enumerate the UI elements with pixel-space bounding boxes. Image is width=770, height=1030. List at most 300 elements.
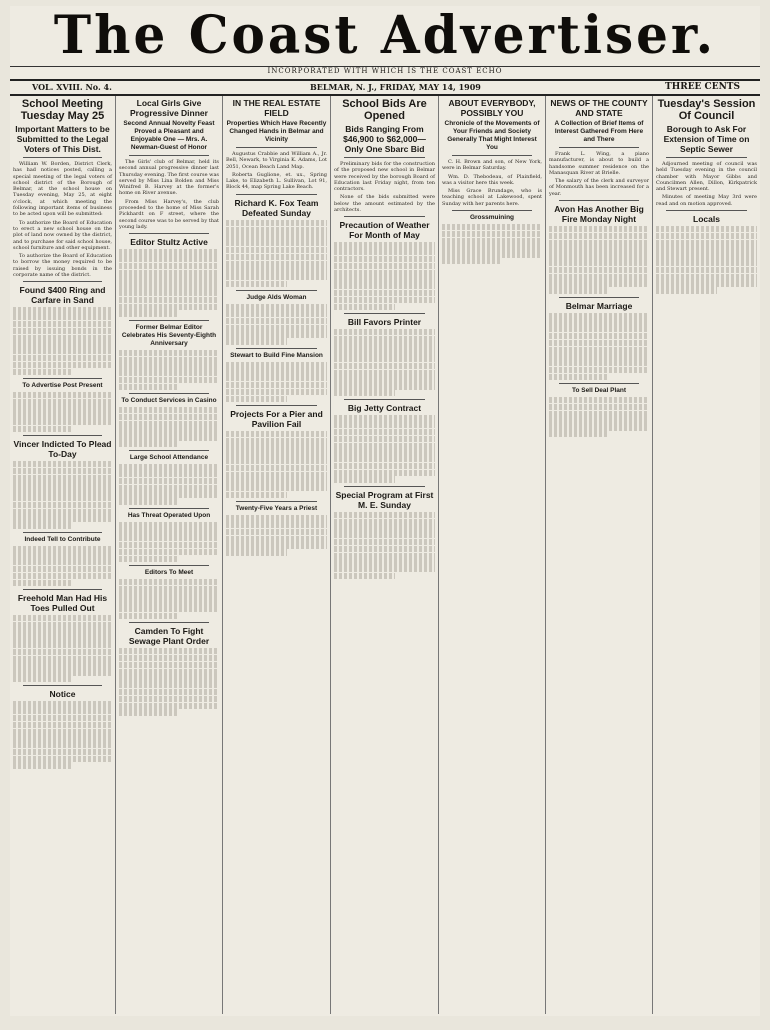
article-headline: Has Threat Operated Upon <box>127 511 211 519</box>
text-line-placeholder <box>334 383 435 389</box>
text-line-placeholder <box>226 254 327 260</box>
text-line-placeholder <box>656 287 717 293</box>
text-line-placeholder <box>226 444 327 450</box>
text-line-placeholder <box>13 314 112 320</box>
text-line-placeholder <box>119 310 179 316</box>
article-paragraph: Minutes of meeting May 3rd were read and on motion approved. <box>656 194 757 207</box>
text-line-placeholder <box>226 368 327 374</box>
text-line-placeholder <box>13 656 112 662</box>
text-line-placeholder <box>13 573 112 579</box>
column-5 <box>439 96 546 1014</box>
article-paragraph: The salary of the clerk and surveyor of Monmouth has been increased for a year. <box>549 178 649 197</box>
text-line-placeholder <box>549 313 649 319</box>
text-line-placeholder <box>334 336 435 342</box>
text-line-placeholder <box>119 556 179 562</box>
article-headline: Stewart to Build Fine Mansion <box>230 351 323 359</box>
article-body-lines <box>119 464 219 504</box>
divider-rule <box>344 486 425 487</box>
text-line-placeholder <box>656 274 757 280</box>
column-3 <box>223 96 331 1014</box>
text-line-placeholder <box>13 701 112 707</box>
article-body-lines <box>226 220 327 287</box>
text-line-placeholder <box>656 226 757 232</box>
divider-rule <box>559 200 639 201</box>
text-line-placeholder <box>549 226 649 232</box>
article-headline: Editor Stultz Active <box>130 237 208 248</box>
article-body-lines <box>549 226 649 293</box>
article-headline: ABOUT EVERYBODY, POSSIBLY YOU <box>448 98 536 118</box>
article-headline: Grossmuining <box>469 214 515 222</box>
divider-rule <box>452 155 532 156</box>
article-headline: Notice <box>49 689 76 700</box>
text-line-placeholder <box>119 441 179 447</box>
text-line-placeholder <box>334 415 435 421</box>
text-line-placeholder <box>119 709 179 715</box>
text-line-placeholder <box>226 267 327 273</box>
text-line-placeholder <box>226 478 327 484</box>
text-line-placeholder <box>119 357 219 363</box>
article-subheadline: Borough to Ask For Extension of Time on Septic Sewer <box>663 124 750 154</box>
text-line-placeholder <box>119 270 219 276</box>
text-line-placeholder <box>226 325 327 331</box>
text-line-placeholder <box>334 429 435 435</box>
divider-rule <box>559 383 639 384</box>
masthead-subline: INCORPORATED WITH WHICH IS THE COAST ECHO <box>10 66 760 79</box>
article-headline: Bill Favors Printer <box>347 316 422 327</box>
text-line-placeholder <box>334 376 435 382</box>
text-line-placeholder <box>334 470 435 476</box>
text-line-placeholder <box>656 240 757 246</box>
text-line-placeholder <box>656 280 757 286</box>
newspaper-page <box>10 6 760 1016</box>
issue-price: THREE CENTS <box>665 82 740 92</box>
text-line-placeholder <box>549 326 649 332</box>
article-body-lines <box>119 407 219 447</box>
divider-rule <box>344 157 425 158</box>
article-subheadline: Chronicle of the Movements of Your Friends and Society Generally That Might Interest You <box>444 120 540 151</box>
text-line-placeholder <box>13 321 112 327</box>
text-line-placeholder <box>549 411 649 417</box>
text-line-placeholder <box>226 240 327 246</box>
text-line-placeholder <box>13 669 112 675</box>
text-line-placeholder <box>13 642 112 648</box>
article-paragraph: Preliminary bids for the construction of the proposed new school in Belmar were received by the borough Board of Education last Friday night, from ten contractors. <box>334 161 435 193</box>
text-line-placeholder <box>549 417 649 423</box>
text-line-placeholder <box>119 669 219 675</box>
text-line-placeholder <box>226 338 287 344</box>
text-line-placeholder <box>13 362 112 368</box>
article-headline: Tuesday's Session Of Council <box>657 98 756 122</box>
text-line-placeholder <box>13 552 112 558</box>
text-line-placeholder <box>119 662 219 668</box>
divider-rule <box>129 508 209 509</box>
text-line-placeholder <box>13 662 112 668</box>
article-body-lines <box>13 615 112 682</box>
text-line-placeholder <box>549 253 649 259</box>
text-line-placeholder <box>226 458 327 464</box>
text-line-placeholder <box>13 328 112 334</box>
text-line-placeholder <box>13 649 112 655</box>
article-body <box>549 151 649 197</box>
text-line-placeholder <box>334 559 435 565</box>
article-body <box>13 161 112 278</box>
text-line-placeholder <box>549 287 609 293</box>
text-line-placeholder <box>656 260 757 266</box>
text-line-placeholder <box>119 549 219 555</box>
text-line-placeholder <box>13 676 72 682</box>
article-body-lines <box>13 461 112 528</box>
newspaper-title: The Coast Advertiser. <box>53 6 717 66</box>
article-headline: Precaution of Weather For Month of May <box>339 220 430 241</box>
text-line-placeholder <box>226 472 327 478</box>
divider-rule <box>236 348 317 349</box>
text-line-placeholder <box>334 449 435 455</box>
article-headline: Avon Has Another Big Fire Monday Night <box>554 204 644 225</box>
text-line-placeholder <box>656 253 757 259</box>
article-headline: Freehold Man Had His Toes Pulled Out <box>17 592 108 613</box>
text-line-placeholder <box>119 283 219 289</box>
article-headline: Vincer Indicted To Plead To-Day <box>13 439 112 460</box>
text-line-placeholder <box>334 276 435 282</box>
text-line-placeholder <box>549 347 649 353</box>
text-line-placeholder <box>119 592 219 598</box>
divider-rule <box>236 405 317 406</box>
divider-rule <box>23 589 102 590</box>
text-line-placeholder <box>119 370 219 376</box>
text-line-placeholder <box>13 566 112 572</box>
text-line-placeholder <box>13 369 72 375</box>
article-paragraph: Augustus Crabbie and William A., Jr. Bell, Newark, to Virginia K. Adams, Lot 2051, Ocean Beach Land Map. <box>226 151 327 170</box>
text-line-placeholder <box>13 488 112 494</box>
text-line-placeholder <box>334 283 435 289</box>
text-line-placeholder <box>226 438 327 444</box>
article-body-lines <box>334 512 435 579</box>
article-subheadline: Bids Ranging From $46,900 to $62,000—Only One Sbarc Bid <box>343 124 426 154</box>
text-line-placeholder <box>226 515 327 521</box>
article-headline: To Advertise Post Present <box>22 381 103 389</box>
text-line-placeholder <box>334 519 435 525</box>
article-body <box>656 161 757 207</box>
text-line-placeholder <box>119 535 219 541</box>
text-line-placeholder <box>549 431 609 437</box>
text-line-placeholder <box>13 335 112 341</box>
column-1 <box>10 96 116 1014</box>
issue-date: BELMAR, N. J., FRIDAY, MAY 14, 1909 <box>310 82 481 92</box>
text-line-placeholder <box>13 735 112 741</box>
text-line-placeholder <box>119 421 219 427</box>
text-line-placeholder <box>119 606 219 612</box>
article-headline: Projects For a Pier and Pavilion Fail <box>230 408 323 429</box>
text-line-placeholder <box>226 431 327 437</box>
article-paragraph: To authorize the Board of Education to erect a new school house on the plot of land now owned by the district, and to purchase for said school house, school furniture and other equipment. <box>13 219 112 251</box>
text-line-placeholder <box>13 622 112 628</box>
article-headline: Richard K. Fox Team Defeated Sunday <box>234 197 319 218</box>
article-paragraph: None of the bids submitted were below the amount estimated by the architects. <box>334 194 435 214</box>
text-line-placeholder <box>656 233 757 239</box>
text-line-placeholder <box>119 703 219 709</box>
text-line-placeholder <box>119 696 219 702</box>
text-line-placeholder <box>119 485 219 491</box>
text-line-placeholder <box>119 542 219 548</box>
columns-container <box>10 96 760 1014</box>
text-line-placeholder <box>13 715 112 721</box>
text-line-placeholder <box>13 481 112 487</box>
column-6 <box>546 96 653 1014</box>
text-line-placeholder <box>334 363 435 369</box>
article-subheadline: Second Annual Novelty Feast Proved a Pleasant and Enjoyable One — Mrs. A. Newman-Guest of Honor <box>123 120 215 151</box>
article-body-lines <box>13 392 112 432</box>
text-line-placeholder <box>13 635 112 641</box>
text-line-placeholder <box>334 443 435 449</box>
text-line-placeholder <box>13 742 112 748</box>
divider-rule <box>236 147 317 148</box>
article-body-lines <box>549 397 649 437</box>
text-line-placeholder <box>549 360 649 366</box>
article-body <box>226 151 327 191</box>
article-body-lines <box>226 431 327 498</box>
article-headline: Big Jetty Contract <box>347 403 422 414</box>
text-line-placeholder <box>13 615 112 621</box>
text-line-placeholder <box>226 451 327 457</box>
text-line-placeholder <box>226 549 287 555</box>
article-paragraph: Wm. D. Thebodeau, of Plainfield, was a visitor here this week. <box>442 173 542 186</box>
article-headline: NEWS OF THE COUNTY AND STATE <box>550 98 648 118</box>
divider-rule <box>236 194 317 195</box>
text-line-placeholder <box>549 424 649 430</box>
text-line-placeholder <box>226 529 327 535</box>
article-body-lines <box>226 515 327 555</box>
text-line-placeholder <box>334 329 435 335</box>
article-body-lines <box>119 249 219 316</box>
text-line-placeholder <box>13 502 112 508</box>
article-headline: Local Girls Give Progressive Dinner <box>130 98 208 118</box>
article-headline: Large School Attendance <box>129 454 209 462</box>
text-line-placeholder <box>13 495 112 501</box>
article-paragraph: The Girls' club of Belmar, held its second annual progressive dinner last Thursday evening. The first course was served by Miss Lina Bolden and Miss Winifred B. Harvey at the former's home on River avenue. <box>119 159 219 197</box>
text-line-placeholder <box>549 340 649 346</box>
text-line-placeholder <box>334 390 395 396</box>
text-line-placeholder <box>119 682 219 688</box>
article-body-lines <box>334 329 435 396</box>
text-line-placeholder <box>549 260 649 266</box>
text-line-placeholder <box>13 348 112 354</box>
text-line-placeholder <box>119 276 219 282</box>
text-line-placeholder <box>13 399 112 405</box>
text-line-placeholder <box>119 599 219 605</box>
text-line-placeholder <box>119 249 219 255</box>
article-body-lines <box>13 701 112 768</box>
text-line-placeholder <box>334 256 435 262</box>
divider-rule <box>129 155 209 156</box>
text-line-placeholder <box>119 256 219 262</box>
text-line-placeholder <box>334 263 435 269</box>
text-line-placeholder <box>13 412 112 418</box>
text-line-placeholder <box>13 461 112 467</box>
text-line-placeholder <box>119 579 219 585</box>
article-paragraph: C. H. Brown and son, of New York, were in Belmar Saturday. <box>442 159 542 172</box>
article-paragraph: Adjourned meeting of council was held Tuesday evening in the council chamber with Mayor Gibbs and Councilmen Allen, Dillon, Kirkpatrick and Stewart present. <box>656 161 757 193</box>
article-body-lines <box>119 579 219 619</box>
text-line-placeholder <box>334 553 435 559</box>
text-line-placeholder <box>334 290 435 296</box>
article-paragraph: William W. Borden, District Clerk, has had notices posted, calling a special meeting of the legal voters of school district of the Borough of Belmar, at the school house on Tuesday evening, May 25, at eight o'clock, at which meeting the following important items of business to be acted upon will be submitted: <box>13 161 112 218</box>
article-headline: To Sell Deal Plant <box>571 387 627 395</box>
article-headline: Judge Alds Woman <box>246 294 307 302</box>
text-line-placeholder <box>119 613 179 619</box>
text-line-placeholder <box>119 675 219 681</box>
article-headline: To Conduct Services in Casino <box>121 397 217 405</box>
text-line-placeholder <box>119 297 219 303</box>
divider-rule <box>129 233 209 234</box>
dateline-bar <box>10 79 760 96</box>
text-line-placeholder <box>334 342 435 348</box>
text-line-placeholder <box>226 281 287 287</box>
divider-rule <box>236 290 317 291</box>
article-headline: Editors To Meet <box>144 568 194 576</box>
text-line-placeholder <box>13 546 112 552</box>
text-line-placeholder <box>13 515 112 521</box>
article-body <box>119 159 219 230</box>
text-line-placeholder <box>13 522 72 528</box>
text-line-placeholder <box>13 722 112 728</box>
text-line-placeholder <box>226 492 287 498</box>
text-line-placeholder <box>226 233 327 239</box>
text-line-placeholder <box>442 258 502 264</box>
text-line-placeholder <box>334 512 435 518</box>
article-body-lines <box>549 313 649 380</box>
divider-rule <box>129 393 209 394</box>
text-line-placeholder <box>549 240 649 246</box>
text-line-placeholder <box>119 586 219 592</box>
text-line-placeholder <box>549 367 649 373</box>
text-line-placeholder <box>119 384 179 390</box>
article-paragraph: Frank L. Wing, a piano manufacturer, is about to build a handsome summer residence on the Manasquan River at Brielle. <box>549 151 649 176</box>
text-line-placeholder <box>13 475 112 481</box>
text-line-placeholder <box>334 546 435 552</box>
article-headline: Special Program at First M. E. Sunday <box>335 489 434 510</box>
text-line-placeholder <box>13 580 72 586</box>
article-body-lines <box>334 242 435 309</box>
text-line-placeholder <box>334 370 435 376</box>
article-paragraph: From Miss Harvey's, the club proceeded to the home of Miss Sarah Pickhardt on F street, where the second course was to be served by that young lady. <box>119 198 219 230</box>
text-line-placeholder <box>13 509 112 515</box>
text-line-placeholder <box>442 224 542 230</box>
text-line-placeholder <box>226 389 327 395</box>
volume-number: VOL. XVIII. No. 4. <box>32 82 112 92</box>
text-line-placeholder <box>226 542 327 548</box>
article-body-lines <box>119 522 219 562</box>
article-subheadline: Properties Which Have Recently Changed Hands in Belmar and Vicinity <box>226 120 327 143</box>
article-paragraph: Roberta Guglione, et. ux., Spring Lake, to Elizabeth L. Sullivan, Lot 91, Block 44, map Spring Lake Beach. <box>226 171 327 191</box>
article-headline: School Meeting Tuesday May 25 <box>20 98 105 122</box>
text-line-placeholder <box>13 341 112 347</box>
text-line-placeholder <box>334 249 435 255</box>
divider-rule <box>559 297 639 298</box>
column-2 <box>116 96 223 1014</box>
text-line-placeholder <box>13 355 112 361</box>
text-line-placeholder <box>13 392 112 398</box>
text-line-placeholder <box>334 525 435 531</box>
text-line-placeholder <box>13 756 112 762</box>
article-body-lines <box>119 648 219 715</box>
text-line-placeholder <box>119 414 219 420</box>
text-line-placeholder <box>119 407 219 413</box>
article-body-lines <box>13 307 112 374</box>
text-line-placeholder <box>549 274 649 280</box>
text-line-placeholder <box>334 539 435 545</box>
text-line-placeholder <box>334 242 435 248</box>
article-body-lines <box>13 546 112 586</box>
text-line-placeholder <box>119 648 219 654</box>
text-line-placeholder <box>334 422 435 428</box>
text-line-placeholder <box>119 363 219 369</box>
text-line-placeholder <box>119 689 219 695</box>
text-line-placeholder <box>226 261 327 267</box>
text-line-placeholder <box>119 350 219 356</box>
article-paragraph: To authorize the Board of Education to borrow the money required to be raised by issuing bonds in the corporate name of the district. <box>13 253 112 279</box>
text-line-placeholder <box>334 436 435 442</box>
text-line-placeholder <box>13 749 112 755</box>
text-line-placeholder <box>13 426 72 432</box>
divider-rule <box>236 501 317 502</box>
divider-rule <box>23 435 102 436</box>
text-line-placeholder <box>119 655 219 661</box>
text-line-placeholder <box>13 559 112 565</box>
text-line-placeholder <box>226 318 327 324</box>
divider-rule <box>344 399 425 400</box>
text-line-placeholder <box>226 227 327 233</box>
text-line-placeholder <box>334 573 395 579</box>
article-headline: School Bids Are Opened <box>342 98 427 122</box>
text-line-placeholder <box>226 362 327 368</box>
article-body <box>442 159 542 207</box>
divider-rule <box>666 157 747 158</box>
text-line-placeholder <box>119 528 219 534</box>
text-line-placeholder <box>13 419 112 425</box>
text-line-placeholder <box>549 246 649 252</box>
text-line-placeholder <box>226 485 327 491</box>
text-line-placeholder <box>334 270 435 276</box>
text-line-placeholder <box>13 468 112 474</box>
text-line-placeholder <box>334 349 435 355</box>
text-line-placeholder <box>334 532 435 538</box>
text-line-placeholder <box>334 304 395 310</box>
divider-rule <box>559 147 639 148</box>
column-4 <box>331 96 439 1014</box>
text-line-placeholder <box>442 231 542 237</box>
article-headline: Belmar Marriage <box>565 300 633 311</box>
text-line-placeholder <box>226 382 327 388</box>
article-body-lines <box>442 224 542 264</box>
text-line-placeholder <box>656 267 757 273</box>
text-line-placeholder <box>549 333 649 339</box>
text-line-placeholder <box>119 471 219 477</box>
article-paragraph: Miss Grace Brundage, who is teaching school at Lakewood, spent Sunday with her parents here. <box>442 188 542 207</box>
article-headline: IN THE REAL ESTATE FIELD <box>232 98 321 118</box>
text-line-placeholder <box>226 220 327 226</box>
text-line-placeholder <box>226 536 327 542</box>
text-line-placeholder <box>549 404 649 410</box>
text-line-placeholder <box>334 476 395 482</box>
divider-rule <box>344 313 425 314</box>
divider-rule <box>129 565 209 566</box>
text-line-placeholder <box>119 263 219 269</box>
text-line-placeholder <box>226 311 327 317</box>
text-line-placeholder <box>334 463 435 469</box>
text-line-placeholder <box>119 304 219 310</box>
text-line-placeholder <box>334 297 435 303</box>
text-line-placeholder <box>549 353 649 359</box>
